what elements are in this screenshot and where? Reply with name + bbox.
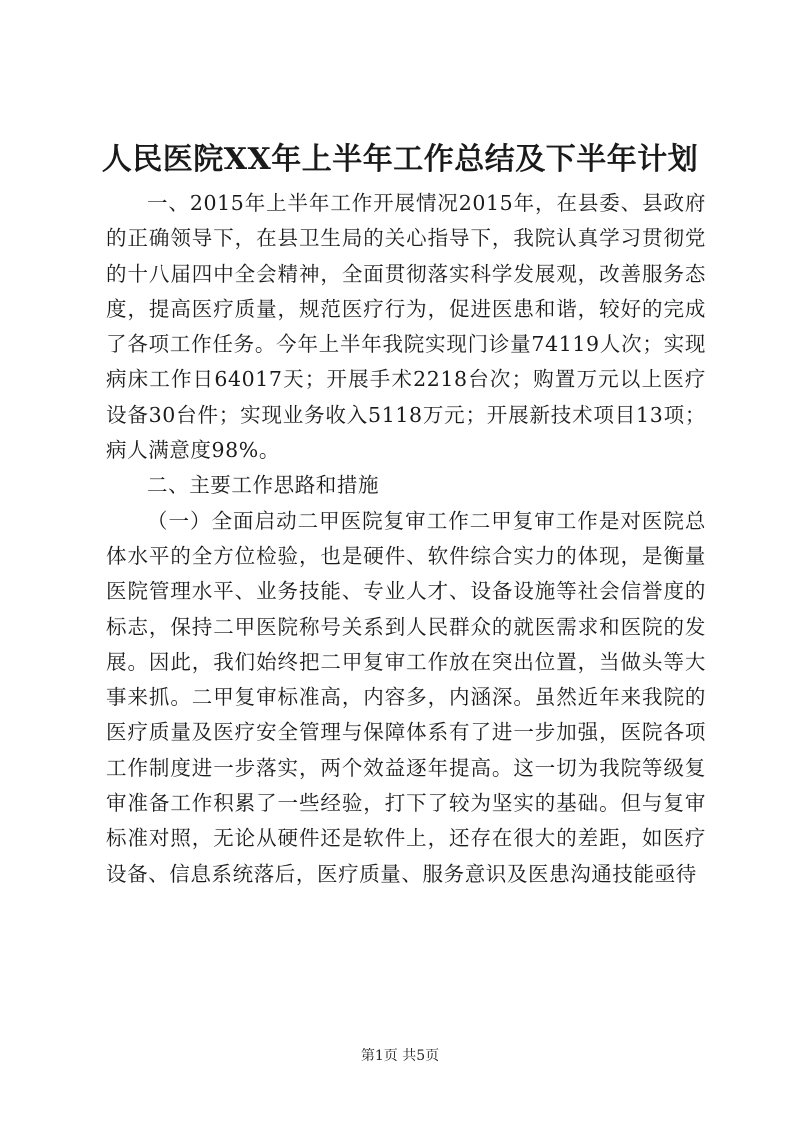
- paragraph-review-work: （一）全面启动二甲医院复审工作二甲复审工作是对医院总体水平的全方位检验，也是硬件、软件综合实力的体现，是衡量医院管理水平、业务技能、专业人才、设备设施等社会信誉度的标志，保持二甲医院称号关系到人民群众的就医需求和医院的发展。因此，我们始终把二甲复审工作放在突出位置，当做头等大事来抓。二甲复审标准高，内容多，内涵深。虽然近年来我院的医疗质量及医疗安全管理与保障体系有了进一步加强，医院各项工作制度进一步落实，两个效益逐年提高。这一切为我院等级复审准备工作积累了一些经验，打下了较为坚实的基础。但与复审标准对照，无论从硬件还是软件上，还存在很大的差距，如医疗设备、信息系统落后，医疗质量、服务意识及医患沟通技能亟待: [106, 508, 706, 886]
- paragraph-work-status: 一、2015年上半年工作开展情况2015年，在县委、县政府的正确领导下，在县卫生局的关心指导下，我院认真学习贯彻党的十八届四中全会精神，全面贯彻落实科学发展观，改善服务态度，提高医疗质量，规范医疗行为，促进医患和谐，较好的完成了各项工作任务。今年上半年我院实现门诊量74119人次；实现病床工作日64017天；开展手术2218台次；购置万元以上医疗设备30台件；实现业务收入5118万元；开展新技术项目13项；病人满意度98%。: [106, 191, 706, 463]
- page-footer: 第1页 共5页: [360, 1048, 440, 1064]
- paragraph-section-heading: 二、主要工作思路和措施: [147, 473, 380, 498]
- document-title: 人民医院XX年上半年工作总结及下半年计划: [101, 142, 699, 177]
- document-body: [106, 186, 706, 892]
